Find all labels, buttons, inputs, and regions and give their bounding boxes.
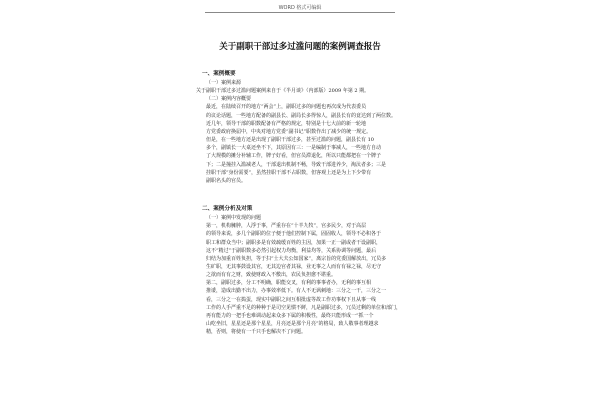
paragraph-line: 精，否则，将使有一千只手也解决不了问题。 [206, 329, 307, 336]
document-body [196, 42, 404, 336]
paragraph-line: 方党委政府换届中，中央对地方党委“副书记”职数作出了减少的统一规定。 [206, 128, 372, 135]
paragraph [196, 279, 404, 336]
paragraph-line: 挂职干部“身份需要”，虽然挂职干部不占职数，但客观上还是为上下少带有 [206, 169, 372, 176]
page-header: WORD 格式可编辑 [278, 5, 322, 11]
paragraph-line: 工作的人手严重不足的种种于是司空见惯不鲜，凡是副职过多，冗员过剩的单位和部门， [206, 304, 402, 311]
subsection-heading-problems: （一）案例中发现的问题 [206, 215, 262, 222]
paragraph-line: 但是，在一些地方还是出现了副职干部过多，甚至过滥的问题，副县长有 10 [206, 137, 374, 144]
paragraph [196, 120, 404, 136]
paragraph-line: 职工和群众当中；副职多是有效疏缓百姓的主因，加果一正一副或者干设副职， [206, 239, 382, 246]
paragraph-line: 生矿职，无其事鼓设其官，无其边官者其禄，业无事之人而有有禄之禄，尽无守 [206, 263, 382, 270]
paragraph-line: 副职名头的官员。 [206, 177, 247, 184]
paragraph-line: 下；二是撞挂入滥减老人，干部退出机制不畅，导致干部进养少，淘汰者多；三是 [206, 161, 387, 168]
paragraph-line: 看，三分之一在捣蛋，现实中副职之间互相批虚等故工作功事权下且从事一线 [206, 296, 377, 303]
section-heading-overview: 一、案例概要 [202, 71, 236, 77]
header-divider [205, 12, 395, 13]
paragraph-line: 山吃坐旧，星星还是那个星星，月亮还是那个月亮”的格局，致人敬事者理越求 [206, 321, 379, 328]
paragraph [196, 222, 404, 279]
document-title: 关于副职干部过多过滥问题的案例调查报告 [219, 42, 381, 52]
paragraph [196, 103, 404, 119]
source-line: 关于副职干部过多过滥问题案例来自于《半月谈》（内部版）2009 年第 2 期。 [196, 88, 370, 95]
paragraph-line: 多个，副镇长一大桌还坐不下，其原因有三：一是编制于事减人，一些地方自动 [206, 145, 382, 152]
paragraph-line: 这不“精过”于副职数多必然引起权力均衡，利益均等，关系协调等问题，最后 [206, 247, 377, 254]
paragraph-line: 的领导来说，多几个副职的位子便于他们控制下属，固固收人，领导不必积各于 [206, 231, 382, 238]
paragraph-line: 最近，在陆续召开的地方“两会”上，副职过多的问题也再次成为代表委员 [206, 104, 367, 111]
paragraph-line: 第二，副职过多，分工不明确，职能交叉，有利的事事者办，无利的事互相 [206, 280, 372, 287]
paragraph-line: 之欲而有有之财，致使财政入不敷出，农民负担愈不堪重。 [206, 272, 337, 279]
paragraph [196, 136, 404, 185]
paragraph-line: 推诿，造成出勤不出力，办事效率低下。有人不无讽刺地：三分之一干，三分之一 [206, 288, 387, 295]
paragraph-line: 近几年，领导干部的职数配备有严格的规定，特别是十七大前的新一轮地 [206, 120, 367, 127]
section-heading-analysis: 二、案例分析及对策 [202, 206, 253, 213]
paragraph-line: 了大规模的摊分补辅工作，牌子好看，但官员滞退化，所以只能都把在一个牌子 [206, 153, 382, 160]
subsection-heading-source: （一）案例来源 [206, 80, 242, 86]
paragraph-line: 的议论话题，一些地方配备的副县长、副局长多得惊人，副县长有的竟达到了两位数。 [206, 112, 397, 119]
paragraph-line: 第一，机构臃肿，人浮于事，严重存在“十羊九牧”，官多民少，对于高层 [206, 223, 367, 230]
subsection-heading-summary: （二）案例内容概要 [206, 96, 252, 103]
paragraph-line: 归结为加重百姓负担，等于扫“士大夫公知国家”，离宗旨的党委国解放出，冗员多 [206, 255, 387, 262]
paragraph-line: 再有能力的一把手也难调动起来众多下属的积极性，最终只能形成一“抓一个 [206, 312, 374, 319]
